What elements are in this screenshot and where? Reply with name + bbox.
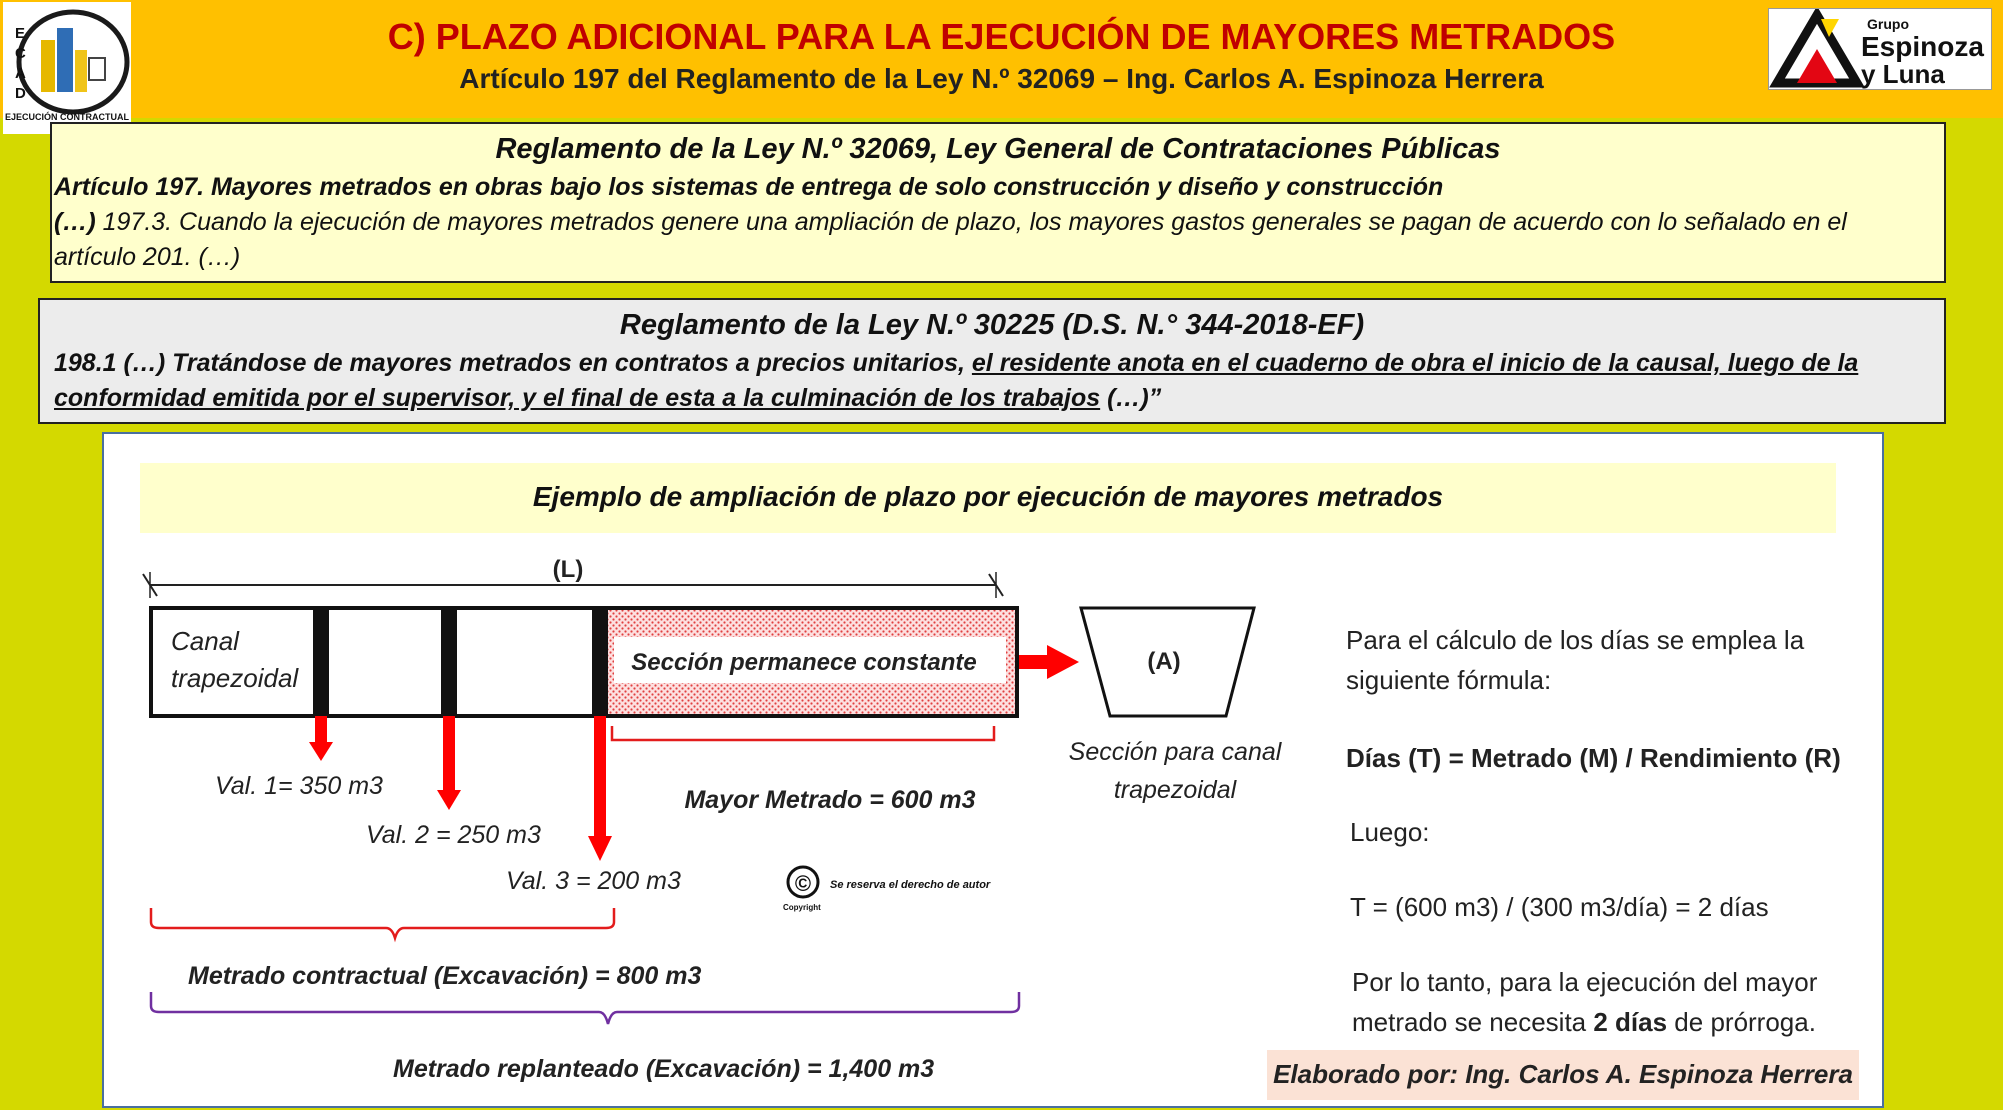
example-title: Ejemplo de ampliación de plazo por ejecución de mayores metrados [532,481,1444,512]
page-title: C) PLAZO ADICIONAL PARA LA EJECUCIÓN DE MAYORES METRADOS [387,16,1616,57]
metrado-contractual-label: Metrado contractual (Excavación) = 800 m3 [188,962,702,990]
luego-label: Luego: [1350,817,1430,847]
valuation-divider-2 [441,608,457,716]
length-label: (L) [552,556,584,583]
logo-letter-d: D [15,85,26,102]
article-197-heading: Artículo 197. Mayores metrados en obras bajo los sistemas de entrega de solo construcción y diseño y construcción [54,173,1444,201]
copyright-note: Se reserva el derecho de autor [830,879,991,891]
valuation-divider-1 [313,608,329,716]
conclusion-line1: Por lo tanto, para la ejecución del mayor [1352,967,1818,997]
logo-luna-text: y Luna [1861,59,1945,89]
article-text-1: 197.3. Cuando la ejecución de mayores metrados genere una ampliación de plazo, los mayores gastos generales se pagan de acuerdo con lo señalado en el [95,208,1847,236]
article-lead: (…) [54,208,96,236]
logo-letter-c: C [15,45,26,62]
section-label: (A) [1147,648,1181,675]
article-197-3-line2: artículo 201. (…) [54,243,241,271]
logo-caption-1: EJECUCIÓN CONTRACTUAL [4,112,130,122]
valuation-arrow-3 [588,716,612,861]
constant-section-label: Sección permanece constante [631,649,977,676]
valuation-3-label: Val. 3 = 200 m3 [506,867,681,895]
conclusion-line2 [1352,1007,1816,1038]
metrado-replanteado-bracket [151,992,1019,1024]
valuation-divider-3 [592,608,608,716]
formula: Días (T) = Metrado (M) / Rendimiento (R) [1346,743,1841,773]
law-30225-title: Reglamento de la Ley N.º 30225 (D.S. N.° 344-2018-EF) [619,309,1365,341]
art-198-underlined-2: conformidad emitida por el supervisor, y el final de esta a la culminación de los trabajos [54,384,1101,412]
copyright-symbol: © [794,871,812,896]
valuation-2-label: Val. 2 = 250 m3 [366,821,541,849]
conclusion-days: 2 días [1593,1007,1668,1037]
conclusion-post: de prórroga. [1667,1007,1816,1037]
mayor-metrado-label: Mayor Metrado = 600 m3 [684,786,976,814]
logo-letter-a: A [15,65,26,82]
logo-letter-e: E [15,25,26,42]
logo-espinoza-text: Espinoza [1861,31,1984,62]
art-198-plain-1: 198.1 (…) Tratándose de mayores metrados en contratos a precios unitarios, [54,349,972,377]
copyright-label: Copyright [783,903,821,912]
law-32069-title: Reglamento de la Ley N.º 32069, Ley General de Contrataciones Públicas [495,133,1501,165]
section-caption-line2: trapezoidal [1113,776,1237,804]
canal-label-line1: Canal [171,626,239,656]
author-credit: Elaborado por: Ing. Carlos A. Espinoza Herrera [1273,1059,1853,1089]
calculation: T = (600 m3) / (300 m3/día) = 2 días [1350,892,1769,922]
metrado-contractual-bracket [151,908,614,938]
metrado-replanteado-label: Metrado replanteado (Excavación) = 1,400 m3 [393,1055,935,1083]
conclusion-pre: metrado se necesita [1352,1007,1594,1037]
valuation-1-label: Val. 1= 350 m3 [215,772,383,800]
section-arrow [1019,645,1079,679]
art-198-underlined-1: el residente anota en el cuaderno de obra el inicio de la causal, luego de la [971,349,1859,377]
explanation-intro-1: Para el cálculo de los días se emplea la [1346,625,1805,655]
canal-label-line2: trapezoidal [171,663,299,693]
valuation-arrow-1 [309,716,333,761]
mayor-metrado-bracket [612,726,994,740]
valuation-arrow-2 [437,716,461,810]
section-caption-line1: Sección para canal [1068,738,1282,766]
logo-grupo-text: Grupo [1867,16,1909,32]
page-subtitle: Artículo 197 del Reglamento de la Ley N.º 32069 – Ing. Carlos A. Espinoza Herrera [459,63,1544,94]
explanation-intro-2: siguiente fórmula: [1346,665,1552,695]
art-198-plain-2: (…)” [1100,384,1162,412]
